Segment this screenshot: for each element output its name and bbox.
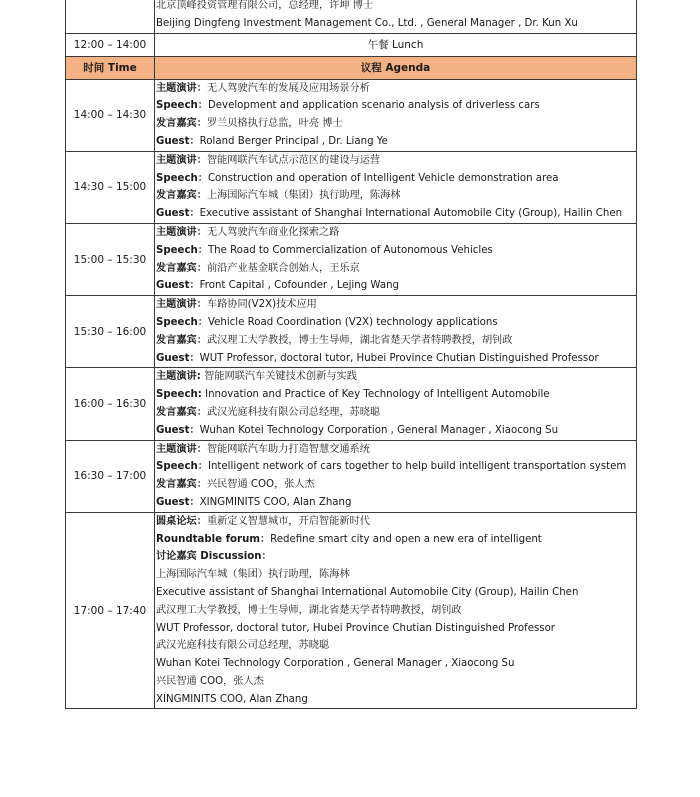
session-time: 14:00 – 14:30 xyxy=(66,79,155,151)
session-line-text: 兴民智通 COO，张人杰 xyxy=(156,675,264,687)
session-line xyxy=(155,277,636,295)
session-line-label: Guest： xyxy=(156,280,200,292)
session-line xyxy=(155,314,636,332)
session-line-label: Speech： xyxy=(156,316,208,328)
session-line xyxy=(155,368,636,386)
session-line xyxy=(155,350,636,368)
session-line-label: Speech： xyxy=(156,461,208,473)
session-line xyxy=(155,115,636,133)
session-line-label: Guest： xyxy=(156,208,200,220)
session-line xyxy=(155,133,636,151)
session-line-label: 主题演讲: xyxy=(156,371,201,383)
top-row xyxy=(66,0,637,33)
session-line-text: Executive assistant of Shanghai International Automobile City (Group), Hailin Chen xyxy=(156,586,579,598)
session-time: 16:00 – 16:30 xyxy=(66,368,155,440)
session-line-text: 无人驾驶汽车的发展及应用场景分析 xyxy=(206,82,370,94)
session-line-text: 智能网联汽车关键技术创新与实践 xyxy=(200,371,357,383)
session-line xyxy=(155,673,636,691)
session-line-label: 发言嘉宾： xyxy=(156,262,207,274)
session-line-text: Redefine smart city and open a new era of intelligent xyxy=(270,533,542,545)
top-line-en: Beijing Dingfeng Investment Management Co., Ltd. , General Manager , Dr. Kun Xu xyxy=(156,17,578,29)
session-line-text: Intelligent network of cars together to help build intelligent transportation system xyxy=(207,461,627,473)
top-row-time xyxy=(66,0,155,33)
session-content xyxy=(155,512,637,709)
header-row xyxy=(66,56,637,79)
session-line-text: XINGMINITS COO, Alan Zhang xyxy=(156,693,308,705)
session-line-label: 发言嘉宾： xyxy=(156,479,207,491)
session-line-label: Guest： xyxy=(156,424,200,436)
session-line xyxy=(155,441,636,459)
session-time: 15:30 – 16:00 xyxy=(66,296,155,368)
session-line-text: Vehicle Road Coordination (V2X) technology applications xyxy=(207,316,498,328)
session-line xyxy=(155,296,636,314)
session-line-label: 圆桌论坛： xyxy=(156,515,207,527)
session-line xyxy=(155,80,636,98)
session-line-text: 智能网联汽车助力打造智慧交通系统 xyxy=(206,443,370,455)
session-line-label: Speech: xyxy=(156,389,202,401)
session-line-text: 武汉理工大学教授，博士生导师，湖北省楚天学者特聘教授，胡钊政 xyxy=(206,334,513,346)
session-row xyxy=(66,151,637,223)
session-line-text: Wuhan Kotei Technology Corporation , General Manager , Xiaocong Su xyxy=(156,658,515,670)
session-content xyxy=(155,440,637,512)
session-line-label: 主题演讲： xyxy=(156,443,207,455)
session-line-text: Innovation and Practice of Key Technology of Intelligent Automobile xyxy=(201,389,550,401)
lunch-label: 午餐 Lunch xyxy=(155,33,637,56)
session-row xyxy=(66,368,637,440)
session-line-text: 武汉光庭科技有限公司总经理，苏晓聪 xyxy=(206,406,381,418)
session-row xyxy=(66,512,637,709)
session-line-text: Wuhan Kotei Technology Corporation , General Manager , Xiaocong Su xyxy=(199,424,559,436)
lunch-row xyxy=(66,33,637,56)
session-content xyxy=(155,79,637,151)
session-content xyxy=(155,151,637,223)
session-time: 15:00 – 15:30 xyxy=(66,223,155,295)
session-line xyxy=(155,97,636,115)
session-line-label: Speech： xyxy=(156,244,208,256)
session-line xyxy=(155,386,636,404)
session-line-text: XINGMINITS COO, Alan Zhang xyxy=(199,496,352,508)
session-line xyxy=(155,332,636,350)
top-row-content xyxy=(155,0,637,33)
session-line-label: Roundtable forum： xyxy=(156,533,271,545)
session-line-label: 讨论嘉宾 Discussion： xyxy=(156,551,272,563)
session-line xyxy=(155,422,636,440)
session-line-text: 前沿产业基金联合创始人，王乐京 xyxy=(206,262,360,274)
session-line-label: Speech： xyxy=(156,172,208,184)
session-line xyxy=(155,691,636,709)
session-line-label: 发言嘉宾： xyxy=(156,334,207,346)
session-line-label: 发言嘉宾： xyxy=(156,118,207,130)
session-line xyxy=(155,637,636,655)
session-line-label: Speech： xyxy=(156,100,208,112)
session-line-label: Guest： xyxy=(156,496,200,508)
session-content xyxy=(155,296,637,368)
session-line-text: 上海国际汽车城（集团）执行助理，陈海林 xyxy=(156,569,350,581)
session-line-text: 智能网联汽车试点示范区的建设与运营 xyxy=(206,154,381,166)
session-line xyxy=(155,187,636,205)
session-line-label: 主题演讲： xyxy=(156,299,207,311)
session-line xyxy=(155,566,636,584)
session-line xyxy=(155,152,636,170)
session-line-label: 发言嘉宾： xyxy=(156,406,207,418)
session-line-text: Development and application scenario analysis of driverless cars xyxy=(207,100,540,112)
session-row xyxy=(66,223,637,295)
session-line-text: 车路协同(V2X)技术应用 xyxy=(206,299,317,311)
session-time: 16:30 – 17:00 xyxy=(66,440,155,512)
session-line-text: The Road to Commercialization of Autonomous Vehicles xyxy=(207,244,493,256)
agenda-table xyxy=(65,0,637,709)
session-line xyxy=(155,476,636,494)
session-line xyxy=(155,205,636,223)
session-line-label: 发言嘉宾： xyxy=(156,190,207,202)
session-line xyxy=(155,404,636,422)
session-line-text: WUT Professor, doctoral tutor, Hubei Province Chutian Distinguished Professor xyxy=(156,622,555,634)
session-content xyxy=(155,223,637,295)
session-line-text: 重新定义智慧城市，开启智能新时代 xyxy=(206,515,370,527)
lunch-time: 12:00 – 14:00 xyxy=(66,33,155,56)
session-line xyxy=(155,260,636,278)
session-content xyxy=(155,368,637,440)
session-line xyxy=(155,602,636,620)
session-line-label: Guest： xyxy=(156,352,200,364)
header-time: 时间 Time xyxy=(66,56,155,79)
session-time: 14:30 – 15:00 xyxy=(66,151,155,223)
session-line xyxy=(155,458,636,476)
session-line xyxy=(155,620,636,638)
session-line xyxy=(155,170,636,188)
session-line xyxy=(155,531,636,549)
session-line xyxy=(155,224,636,242)
session-line xyxy=(155,494,636,512)
session-line-text: Roland Berger Principal , Dr. Liang Ye xyxy=(199,135,388,147)
session-line xyxy=(155,584,636,602)
session-line-text: 武汉光庭科技有限公司总经理，苏晓聪 xyxy=(156,640,330,652)
session-line-text: WUT Professor, doctoral tutor, Hubei Province Chutian Distinguished Professor xyxy=(199,352,599,364)
session-line-text: 上海国际汽车城（集团）执行助理，陈海林 xyxy=(206,190,401,202)
session-line xyxy=(155,548,636,566)
header-agenda: 议程 Agenda xyxy=(155,56,637,79)
session-row xyxy=(66,79,637,151)
session-line xyxy=(155,242,636,260)
session-line-label: 主题演讲： xyxy=(156,82,207,94)
session-line-text: Construction and operation of Intelligent Vehicle demonstration area xyxy=(207,172,559,184)
session-line xyxy=(155,513,636,531)
session-line-text: Front Capital , Cofounder , Lejing Wang xyxy=(199,280,399,292)
session-line-text: 罗兰贝格执行总监，叶亮 博士 xyxy=(206,118,343,130)
session-line-text: Executive assistant of Shanghai International Automobile City (Group), Hailin Chen xyxy=(199,208,623,220)
session-line-label: 主题演讲： xyxy=(156,226,207,238)
session-time: 17:00 – 17:40 xyxy=(66,512,155,709)
session-line-label: Guest： xyxy=(156,135,200,147)
session-line xyxy=(155,655,636,673)
session-line-text: 武汉理工大学教授，博士生导师，湖北省楚天学者特聘教授，胡钊政 xyxy=(156,604,462,616)
session-line-label: 主题演讲： xyxy=(156,154,207,166)
session-line-text: 无人驾驶汽车商业化探索之路 xyxy=(206,226,340,238)
top-line-cn: 北京顶峰投资管理有限公司，总经理，许坤 博士 xyxy=(156,0,374,11)
session-row xyxy=(66,440,637,512)
session-row xyxy=(66,296,637,368)
session-line-text: 兴民智通 COO，张人杰 xyxy=(206,479,315,491)
